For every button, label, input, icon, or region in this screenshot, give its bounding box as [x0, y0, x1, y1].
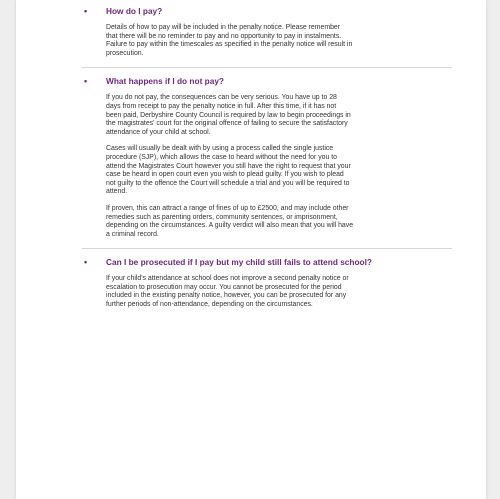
section-heading-text: How do I pay?: [106, 6, 163, 16]
section-how-do-i-pay: [82, 6, 452, 58]
paragraph: Details of how to pay will be included in the penalty notice. Please remember that there will be no reminder to pay and no opportunity to pay in instalments. Failure to pay within the timescales as specified in the penalty notice will result in prosecution.: [106, 24, 353, 57]
section-heading-text: Can I be prosecuted if I pay but my child still fails to attend school?: [106, 257, 372, 268]
section-divider: [82, 248, 452, 249]
section-divider: [82, 67, 452, 68]
paragraph: If your child's attendance at school does not improve a second penalty notice or escalation to prosecution may occur. You cannot be prosecuted for the period included in the existing penalty notice, however, you can be prosecuted for any further periods of non-attendance, depending on the circumstances.: [106, 275, 349, 309]
section-prosecuted: [82, 257, 452, 309]
paragraph: If proven, this can attract a range of fines of up to £2500, and may include other remedies such as parenting orders, community sentences, or imprisonment, depending on the circumstances. A guilty verdict will also mean that you will have a criminal record.: [106, 204, 354, 238]
paragraph: Cases will usually be dealt with by using a process called the single justice procedure (SJP), which allows the case to heard without the need for you to attend the Magistrates Court however you still have the right to request that your case be heard in open court even you wish to plead guilty. If you wish to plead not guilty to the offence the Court will schedule a trial and you will be required to attend.: [106, 145, 351, 196]
document-page: [16, 0, 486, 499]
section-heading: [84, 257, 452, 268]
paragraph: If you do not pay, the consequences can be very serious. You have up to 28 days from receipt to pay the penalty notice in full. After this time, if it has not been paid, Derbyshire County Council is required by law to begin proceedings in the magistrates' court for the original offence of failing to secure the satisfactory attendance of your child at school.: [106, 94, 351, 136]
section-heading: [84, 6, 452, 17]
section-heading: [84, 76, 452, 87]
section-what-happens: [82, 76, 452, 239]
bullet-icon: •: [84, 6, 88, 16]
section-heading-text: What happens if I do not pay?: [106, 76, 224, 87]
bullet-icon: •: [84, 76, 88, 87]
document-content: [82, 6, 452, 319]
bullet-icon: •: [84, 257, 88, 268]
